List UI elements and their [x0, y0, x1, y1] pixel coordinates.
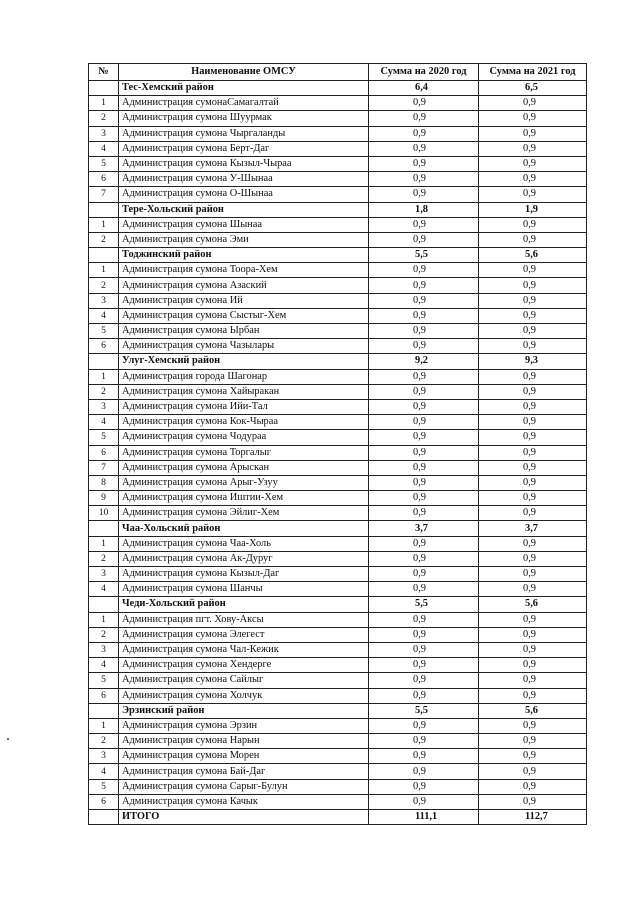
table-row — [89, 582, 587, 597]
row-number: 2 — [89, 278, 119, 293]
row-name: Администрация сумона О-Шынаа — [119, 187, 369, 202]
row-number: 3 — [89, 399, 119, 414]
table-row — [89, 293, 587, 308]
table-body — [89, 81, 587, 825]
row-name: Администрация сумона У-Шынаа — [119, 172, 369, 187]
row-name: Администрация сумона Бай-Даг — [119, 764, 369, 779]
row-number: 7 — [89, 460, 119, 475]
table-row — [89, 232, 587, 247]
table-row — [89, 324, 587, 339]
table-row — [89, 506, 587, 521]
table-row — [89, 673, 587, 688]
row-number — [89, 521, 119, 536]
district-row — [89, 202, 587, 217]
row-number: 5 — [89, 430, 119, 445]
row-name: Тере-Хольский район — [119, 202, 369, 217]
row-name: Чаа-Хольский район — [119, 521, 369, 536]
row-number: 2 — [89, 627, 119, 642]
row-number: 9 — [89, 491, 119, 506]
row-number: 5 — [89, 324, 119, 339]
row-number: 1 — [89, 369, 119, 384]
header-sum-2021: Сумма на 2021 год — [479, 64, 587, 81]
row-sum-2020: 0,9 — [369, 658, 479, 673]
row-sum-2020: 0,9 — [369, 688, 479, 703]
row-sum-2021: 3,7 — [479, 521, 587, 536]
row-name: Администрация сумона Торгалыг — [119, 445, 369, 460]
table-row — [89, 399, 587, 414]
row-number: 1 — [89, 536, 119, 551]
row-sum-2021: 0,9 — [479, 673, 587, 688]
row-name: Администрация сумона Кызыл-Чыраа — [119, 156, 369, 171]
table-row — [89, 187, 587, 202]
row-sum-2020: 0,9 — [369, 673, 479, 688]
row-sum-2021: 0,9 — [479, 430, 587, 445]
row-sum-2020: 0,9 — [369, 536, 479, 551]
row-sum-2021: 0,9 — [479, 126, 587, 141]
row-name: Администрация сумона Шанчы — [119, 582, 369, 597]
table-row — [89, 612, 587, 627]
table-row — [89, 642, 587, 657]
row-name: Администрация сумона Арыг-Узуу — [119, 475, 369, 490]
row-number: 6 — [89, 339, 119, 354]
row-name: Администрация сумона Ак-Дуруг — [119, 551, 369, 566]
row-name: Администрация сумона Сайлыг — [119, 673, 369, 688]
row-sum-2021: 0,9 — [479, 734, 587, 749]
table-row — [89, 126, 587, 141]
row-sum-2020: 0,9 — [369, 612, 479, 627]
row-sum-2021: 5,6 — [479, 248, 587, 263]
row-sum-2021: 0,9 — [479, 399, 587, 414]
row-number: 4 — [89, 582, 119, 597]
budget-table — [88, 63, 587, 825]
district-row — [89, 521, 587, 536]
row-name: Администрация сумона Сарыг-Булун — [119, 779, 369, 794]
row-name: Чеди-Хольский район — [119, 597, 369, 612]
table-row — [89, 384, 587, 399]
row-number — [89, 81, 119, 96]
row-sum-2020: 0,9 — [369, 627, 479, 642]
table-row — [89, 111, 587, 126]
row-name: Администрация сумона Хендерге — [119, 658, 369, 673]
table-row — [89, 445, 587, 460]
row-sum-2021: 0,9 — [479, 475, 587, 490]
district-row — [89, 354, 587, 369]
row-name: Администрация сумона Ийи-Тал — [119, 399, 369, 414]
row-number: 2 — [89, 551, 119, 566]
row-sum-2021: 0,9 — [479, 764, 587, 779]
row-name: Администрация сумона Азаский — [119, 278, 369, 293]
row-name: ИТОГО — [119, 810, 369, 825]
row-number: 2 — [89, 734, 119, 749]
row-sum-2020: 0,9 — [369, 749, 479, 764]
row-number: 5 — [89, 673, 119, 688]
row-number: 1 — [89, 718, 119, 733]
row-name: Администрация сумона Качык — [119, 794, 369, 809]
row-sum-2021: 5,6 — [479, 703, 587, 718]
row-sum-2021: 0,9 — [479, 642, 587, 657]
row-sum-2020: 0,9 — [369, 126, 479, 141]
row-name: Администрация сумонаСамагалтай — [119, 96, 369, 111]
row-number — [89, 597, 119, 612]
row-name: Администрация сумона Арыскан — [119, 460, 369, 475]
row-number: 3 — [89, 642, 119, 657]
row-number: 6 — [89, 445, 119, 460]
row-name: Администрация сумона Кок-Чыраа — [119, 415, 369, 430]
row-sum-2021: 5,6 — [479, 597, 587, 612]
row-number — [89, 202, 119, 217]
table-row — [89, 460, 587, 475]
row-number: 7 — [89, 187, 119, 202]
row-sum-2020: 0,9 — [369, 96, 479, 111]
row-name: Тоджинский район — [119, 248, 369, 263]
row-sum-2021: 0,9 — [479, 278, 587, 293]
row-sum-2021: 0,9 — [479, 263, 587, 278]
row-sum-2020: 5,5 — [369, 597, 479, 612]
row-name: Администрация сумона Эйлиг-Хем — [119, 506, 369, 521]
row-name: Администрация сумона Хайыракан — [119, 384, 369, 399]
row-sum-2020: 0,9 — [369, 156, 479, 171]
table-row — [89, 217, 587, 232]
row-sum-2020: 0,9 — [369, 384, 479, 399]
row-sum-2020: 9,2 — [369, 354, 479, 369]
row-sum-2020: 0,9 — [369, 293, 479, 308]
table-row — [89, 308, 587, 323]
table-header-row — [89, 64, 587, 81]
row-sum-2020: 0,9 — [369, 399, 479, 414]
row-sum-2020: 0,9 — [369, 172, 479, 187]
row-sum-2021: 0,9 — [479, 491, 587, 506]
row-number: 4 — [89, 308, 119, 323]
row-sum-2020: 0,9 — [369, 278, 479, 293]
total-row — [89, 810, 587, 825]
row-name: Администрация сумона Нарын — [119, 734, 369, 749]
row-name: Администрация сумона Чыргаланды — [119, 126, 369, 141]
row-number: 1 — [89, 612, 119, 627]
row-number: 1 — [89, 217, 119, 232]
row-name: Администрация города Шагонар — [119, 369, 369, 384]
row-sum-2021: 0,9 — [479, 217, 587, 232]
table-row — [89, 475, 587, 490]
row-sum-2021: 6,5 — [479, 81, 587, 96]
row-number: 8 — [89, 475, 119, 490]
table-row — [89, 567, 587, 582]
row-sum-2020: 111,1 — [369, 810, 479, 825]
row-sum-2020: 0,9 — [369, 567, 479, 582]
row-name: Администрация сумона Шуурмак — [119, 111, 369, 126]
row-sum-2021: 0,9 — [479, 567, 587, 582]
table-row — [89, 536, 587, 551]
row-sum-2021: 0,9 — [479, 187, 587, 202]
table-row — [89, 734, 587, 749]
table-row — [89, 551, 587, 566]
row-sum-2020: 0,9 — [369, 415, 479, 430]
row-sum-2021: 0,9 — [479, 658, 587, 673]
row-sum-2021: 0,9 — [479, 460, 587, 475]
district-row — [89, 703, 587, 718]
header-sum-2020: Сумма на 2020 год — [369, 64, 479, 81]
table-row — [89, 339, 587, 354]
table-row — [89, 156, 587, 171]
row-sum-2021: 9,3 — [479, 354, 587, 369]
row-sum-2020: 1,8 — [369, 202, 479, 217]
row-sum-2021: 0,9 — [479, 506, 587, 521]
row-number: 4 — [89, 415, 119, 430]
margin-speck — [7, 738, 9, 740]
table-row — [89, 794, 587, 809]
header-municipality: Наименование ОМСУ — [119, 64, 369, 81]
row-sum-2021: 0,9 — [479, 308, 587, 323]
row-number: 5 — [89, 779, 119, 794]
row-sum-2021: 0,9 — [479, 293, 587, 308]
table-row — [89, 172, 587, 187]
row-number: 1 — [89, 96, 119, 111]
row-name: Администрация сумона Чазылары — [119, 339, 369, 354]
row-sum-2021: 0,9 — [479, 324, 587, 339]
row-number — [89, 810, 119, 825]
table-row — [89, 278, 587, 293]
row-number: 5 — [89, 156, 119, 171]
row-sum-2021: 0,9 — [479, 551, 587, 566]
row-sum-2020: 0,9 — [369, 506, 479, 521]
row-name: Тес-Хемский район — [119, 81, 369, 96]
row-sum-2020: 0,9 — [369, 718, 479, 733]
row-sum-2021: 0,9 — [479, 96, 587, 111]
row-name: Администрация сумона Берт-Даг — [119, 141, 369, 156]
row-sum-2021: 0,9 — [479, 415, 587, 430]
row-number: 2 — [89, 232, 119, 247]
row-sum-2020: 6,4 — [369, 81, 479, 96]
row-sum-2020: 0,9 — [369, 460, 479, 475]
row-number: 4 — [89, 658, 119, 673]
row-name: Администрация сумона Чал-Кежик — [119, 642, 369, 657]
row-number: 3 — [89, 293, 119, 308]
row-name: Администрация сумона Ырбан — [119, 324, 369, 339]
table-row — [89, 141, 587, 156]
row-sum-2020: 0,9 — [369, 734, 479, 749]
row-sum-2020: 0,9 — [369, 475, 479, 490]
document-page — [88, 63, 587, 825]
table-row — [89, 415, 587, 430]
row-name: Администрация сумона Иштии-Хем — [119, 491, 369, 506]
row-sum-2020: 0,9 — [369, 369, 479, 384]
row-sum-2020: 0,9 — [369, 779, 479, 794]
table-row — [89, 688, 587, 703]
table-row — [89, 627, 587, 642]
row-number: 6 — [89, 688, 119, 703]
row-name: Администрация сумона Эми — [119, 232, 369, 247]
row-sum-2021: 0,9 — [479, 794, 587, 809]
row-sum-2021: 0,9 — [479, 384, 587, 399]
row-sum-2021: 0,9 — [479, 172, 587, 187]
row-sum-2020: 0,9 — [369, 551, 479, 566]
row-name: Администрация сумона Шынаа — [119, 217, 369, 232]
row-name: Администрация сумона Чаа-Холь — [119, 536, 369, 551]
row-sum-2021: 0,9 — [479, 141, 587, 156]
row-sum-2020: 0,9 — [369, 324, 479, 339]
row-sum-2021: 0,9 — [479, 369, 587, 384]
row-sum-2021: 0,9 — [479, 536, 587, 551]
table-row — [89, 658, 587, 673]
row-sum-2021: 0,9 — [479, 779, 587, 794]
row-name: Администрация сумона Морен — [119, 749, 369, 764]
row-sum-2021: 0,9 — [479, 612, 587, 627]
row-sum-2020: 0,9 — [369, 794, 479, 809]
row-sum-2020: 0,9 — [369, 339, 479, 354]
row-sum-2020: 5,5 — [369, 703, 479, 718]
row-sum-2021: 0,9 — [479, 445, 587, 460]
row-name: Администрация сумона Сыстыг-Хем — [119, 308, 369, 323]
row-sum-2021: 0,9 — [479, 156, 587, 171]
table-row — [89, 764, 587, 779]
row-name: Администрация сумона Холчук — [119, 688, 369, 703]
row-sum-2020: 0,9 — [369, 764, 479, 779]
row-sum-2020: 0,9 — [369, 141, 479, 156]
row-sum-2020: 0,9 — [369, 642, 479, 657]
row-sum-2021: 0,9 — [479, 582, 587, 597]
row-number — [89, 248, 119, 263]
row-number: 3 — [89, 126, 119, 141]
table-row — [89, 749, 587, 764]
row-number — [89, 354, 119, 369]
row-name: Эрзинский район — [119, 703, 369, 718]
district-row — [89, 248, 587, 263]
row-sum-2020: 0,9 — [369, 430, 479, 445]
row-sum-2021: 0,9 — [479, 111, 587, 126]
row-number: 4 — [89, 764, 119, 779]
row-sum-2020: 0,9 — [369, 111, 479, 126]
row-name: Улуг-Хемский район — [119, 354, 369, 369]
row-number: 4 — [89, 141, 119, 156]
row-sum-2021: 0,9 — [479, 718, 587, 733]
row-sum-2020: 0,9 — [369, 263, 479, 278]
row-name: Администрация сумона Элегест — [119, 627, 369, 642]
row-sum-2020: 0,9 — [369, 217, 479, 232]
row-name: Администрация пгт. Хову-Аксы — [119, 612, 369, 627]
row-sum-2020: 5,5 — [369, 248, 479, 263]
row-number — [89, 703, 119, 718]
row-number: 2 — [89, 111, 119, 126]
row-sum-2020: 3,7 — [369, 521, 479, 536]
district-row — [89, 597, 587, 612]
row-sum-2021: 0,9 — [479, 339, 587, 354]
table-row — [89, 491, 587, 506]
table-row — [89, 779, 587, 794]
table-row — [89, 96, 587, 111]
row-number: 6 — [89, 794, 119, 809]
row-sum-2020: 0,9 — [369, 582, 479, 597]
row-sum-2020: 0,9 — [369, 491, 479, 506]
row-sum-2020: 0,9 — [369, 232, 479, 247]
table-row — [89, 263, 587, 278]
row-sum-2021: 0,9 — [479, 627, 587, 642]
row-sum-2020: 0,9 — [369, 445, 479, 460]
row-number: 10 — [89, 506, 119, 521]
row-name: Администрация сумона Эрзин — [119, 718, 369, 733]
row-sum-2021: 112,7 — [479, 810, 587, 825]
table-row — [89, 369, 587, 384]
header-number: № — [89, 64, 119, 81]
row-name: Администрация сумона Кызыл-Даг — [119, 567, 369, 582]
row-name: Администрация сумона Тоора-Хем — [119, 263, 369, 278]
row-sum-2021: 0,9 — [479, 749, 587, 764]
row-number: 3 — [89, 567, 119, 582]
row-sum-2021: 1,9 — [479, 202, 587, 217]
row-sum-2021: 0,9 — [479, 688, 587, 703]
row-sum-2021: 0,9 — [479, 232, 587, 247]
row-sum-2020: 0,9 — [369, 187, 479, 202]
district-row — [89, 81, 587, 96]
row-name: Администрация сумона Чодураа — [119, 430, 369, 445]
table-row — [89, 430, 587, 445]
row-number: 6 — [89, 172, 119, 187]
table-row — [89, 718, 587, 733]
row-number: 3 — [89, 749, 119, 764]
row-number: 1 — [89, 263, 119, 278]
row-number: 2 — [89, 384, 119, 399]
row-name: Администрация сумона Ий — [119, 293, 369, 308]
row-sum-2020: 0,9 — [369, 308, 479, 323]
